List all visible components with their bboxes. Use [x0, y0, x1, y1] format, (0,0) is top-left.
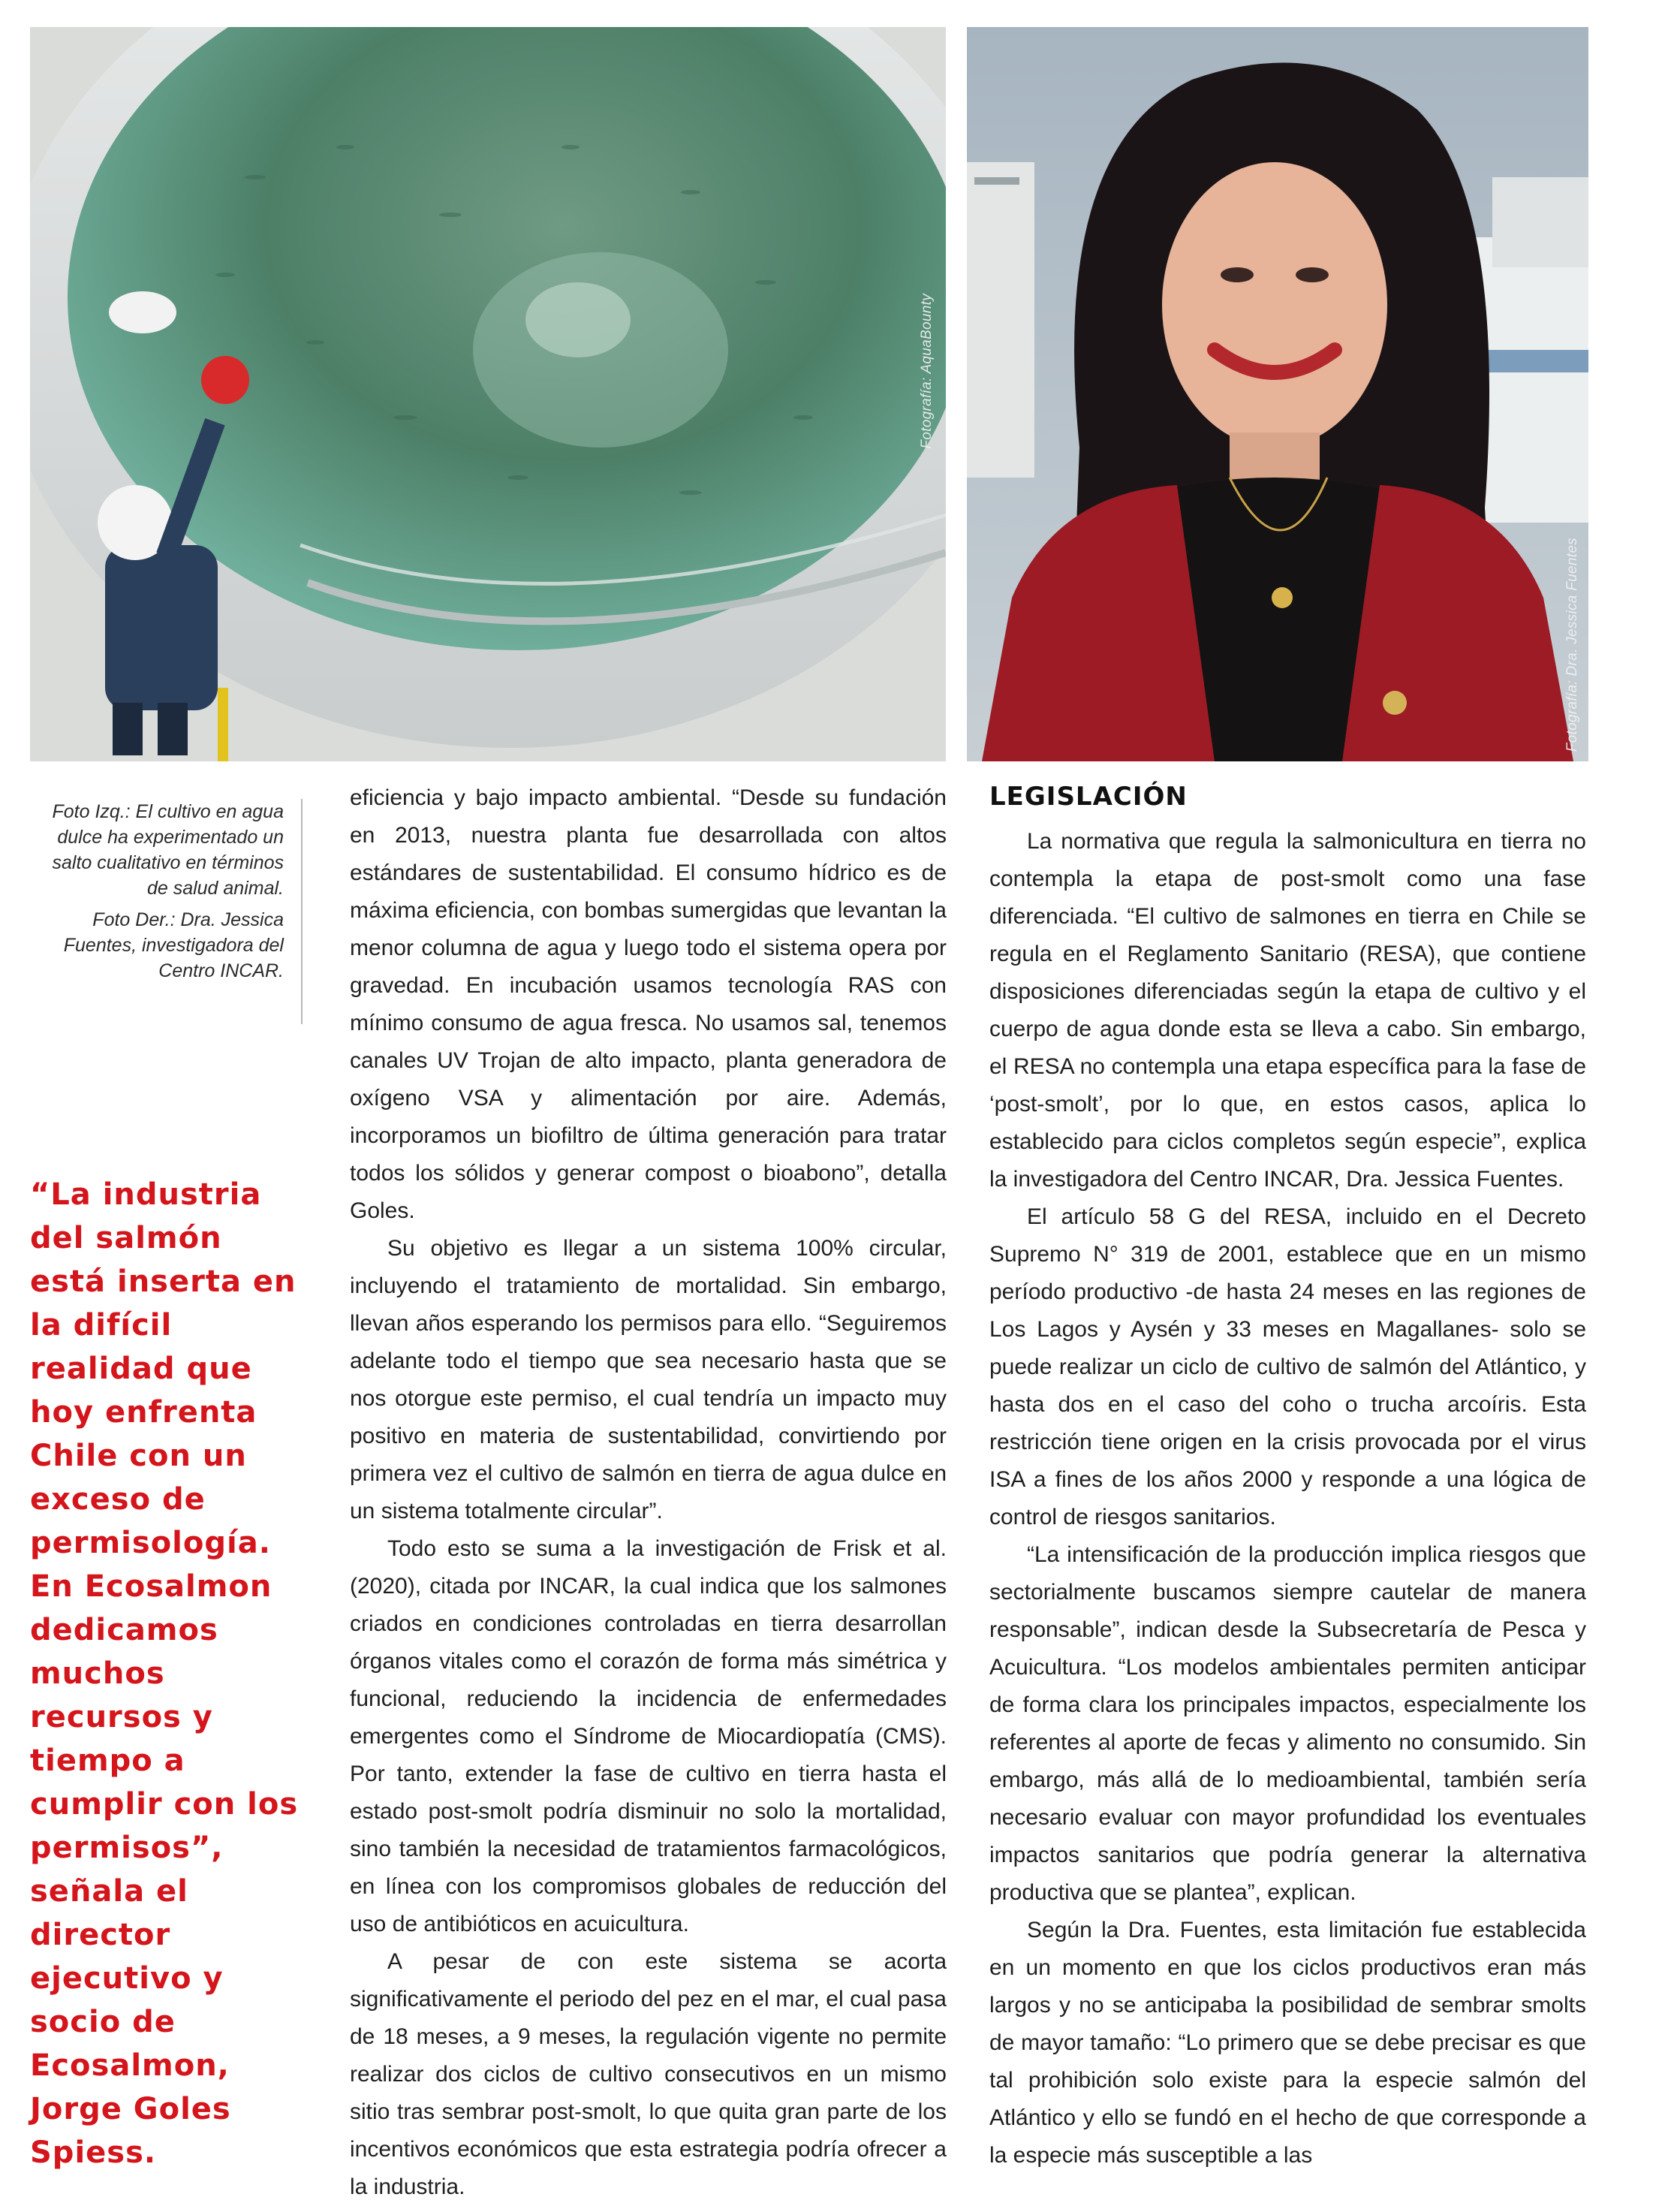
article-column-right — [989, 779, 1586, 2174]
section-heading: LEGISLACIÓN — [989, 782, 1188, 812]
paragraph: Según la Dra. Fuentes, esta limitación fue establecida en un momento en que los ciclos productivos eran más largos y no se anticipaba la posibilidad de sembrar smolts de mayor tamaño: “Lo primero que se debe precisar es que tal prohibición solo existe para la especie salmón del Atlántico y ello se fundó en el hecho de que corresponde a la especie más susceptible a las — [989, 1918, 1586, 2168]
article-column-middle — [350, 779, 947, 2206]
aquaculture-tank-image — [30, 27, 946, 761]
photo-caption — [45, 799, 284, 990]
paragraph: “La intensificación de la producción implica riesgos que sectorialmente buscamos siempre cautelar de manera responsable”, indican desde la Subsecretaría de Pesca y Acuicultura. “Los modelos ambientales permiten anticipar de forma clara los principales impactos, especialmente los referentes al aporte de fecas y alimento no consumido. Sin embargo, más allá de lo medioambiental, también sería necesario evaluar con mayor profundidad los eventuales impactos sanitarios que podría generar la alternativa productiva que se plantea”, explican. — [989, 1542, 1586, 1905]
photo-credit-left: Fotografía: AquaBounty — [919, 294, 935, 449]
caption-left: Foto Izq.: El cultivo en agua dulce ha experimentado un salto cualitativo en términos de salud animal. — [52, 801, 284, 899]
paragraph: A pesar de con este sistema se acorta significativamente el periodo del pez en el mar, el cual pasa de 18 meses, a 9 meses, la regulación vigente no permite realizar dos ciclos de cultivo consecutivos en un mismo sitio tras sembrar post-smolt, lo que quita gran parte de los incentivos económicos que esta estrategia podría ofrecer a la industria. — [350, 1949, 947, 2199]
paragraph: Todo esto se suma a la investigación de Frisk et al. (2020), citada por INCAR, la cual indica que los salmones criados en condiciones controladas en tierra desarrollan órganos vitales como el corazón de forma más simétrica y funcional, reduciendo la incidencia de enfermedades emergentes como el Síndrome de Miocardiopatía (CMS). Por tanto, extender la fase de cultivo en tierra hasta el estado post-smolt podría disminuir no solo la mortalidad, sino también la necesidad de tratamientos farmacológicos, en línea con los compromisos globales de reducción del uso de antibióticos en acuicultura. — [350, 1536, 947, 1936]
caption-right: Foto Der.: Dra. Jessica Fuentes, investigadora del Centro INCAR. — [63, 909, 284, 981]
pull-quote: “La industria del salmón está inserta en la difícil realidad que hoy enfrenta Chile con un exceso de permisología. En Ecosalmon dedicamos muchos recursos y tiempo a cumplir con los permisos”, señala el director ejecutivo y socio de Ecosalmon, Jorge Goles Spiess. — [30, 1177, 299, 2170]
paragraph: El artículo 58 G del RESA, incluido en el Decreto Supremo N° 319 de 2001, establece que en un mismo período productivo -de hasta 24 meses en las regiones de Los Lagos y Aysén y 33 meses en Magallanes- solo se puede realizar un ciclo de cultivo de salmón del Atlántico, y hasta dos en el caso del coho o trucha arcoíris. Esta restricción tiene origen en la crisis provocada por el virus ISA a fines de los años 2000 y responde a una lógica de control de riesgos sanitarios. — [989, 1204, 1586, 1529]
paragraph: eficiencia y bajo impacto ambiental. “Desde su fundación en 2013, nuestra planta fue desarrollada con altos estándares de sustentabilidad. El consumo hídrico es de máxima eficiencia, con bombas sumergidas que levantan la menor columna de agua y luego todo el sistema opera por gravedad. En incubación usamos tecnología RAS con mínimo consumo de agua fresca. No usamos sal, tenemos canales UV Trojan de alto impacto, planta generadora de oxígeno VSA y alimentación por aire. Además, incorporamos un biofiltro de última generación para tratar todos los sólidos y generar compost o bioabono”, detalla Goles. — [350, 785, 947, 1223]
paragraph: Su objetivo es llegar a un sistema 100% circular, incluyendo el tratamiento de mortalidad. Sin embargo, llevan años esperando los permisos para ello. “Seguiremos adelante todo el tiempo que sea necesario hasta que se nos otorgue este permiso, el cual tendría un impacto muy positivo en materia de sustentabilidad, convirtiendo por primera vez el cultivo de salmón en tierra de agua dulce en un sistema totalmente circular”. — [350, 1236, 947, 1523]
photo-credit-right: Fotografía: Dra. Jessica Fuentes — [1564, 538, 1580, 752]
tank-photo — [30, 27, 946, 761]
paragraph: La normativa que regula la salmonicultura en tierra no contempla la etapa de post-smolt como una fase diferenciada. “El cultivo de salmones en tierra en Chile se regula en el Reglamento Sanitario (RESA), que contiene disposiciones diferenciadas según la etapa de cultivo y el cuerpo de agua donde esta se lleva a cabo. Sin embargo, el RESA no contempla una etapa específica para la fase de ‘post-smolt’, por lo que, en estos casos, aplica lo establecido para ciclos completos según especie”, explica la investigadora del Centro INCAR, Dra. Jessica Fuentes. — [989, 829, 1586, 1192]
caption-divider — [301, 799, 303, 1024]
portrait-image — [967, 27, 1588, 761]
portrait-photo — [967, 27, 1588, 761]
